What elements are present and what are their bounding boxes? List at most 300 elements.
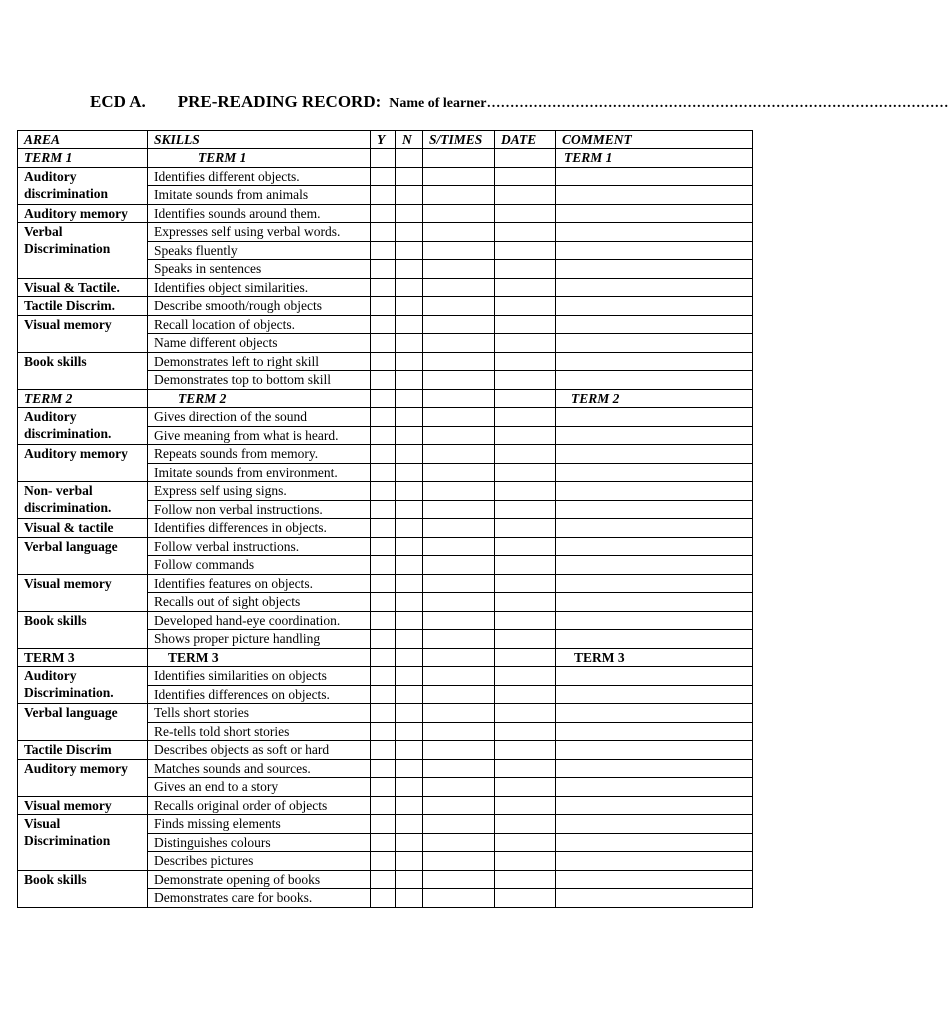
- area-cell: Verbal Discrimination: [18, 223, 148, 279]
- table-row: [18, 167, 753, 186]
- sometimes-cell[interactable]: [423, 186, 495, 205]
- date-cell[interactable]: [495, 408, 556, 427]
- yes-cell[interactable]: [371, 500, 396, 519]
- yes-cell[interactable]: [371, 278, 396, 297]
- date-cell[interactable]: [495, 519, 556, 538]
- no-cell[interactable]: [396, 204, 423, 223]
- skill-cell: Re-tells told short stories: [148, 722, 371, 741]
- comment-cell[interactable]: [556, 778, 753, 797]
- date-cell[interactable]: [495, 426, 556, 445]
- date-cell[interactable]: [495, 796, 556, 815]
- comment-cell[interactable]: [556, 519, 753, 538]
- no-cell[interactable]: [396, 667, 423, 686]
- sometimes-cell[interactable]: [423, 685, 495, 704]
- skill-cell: Shows proper picture handling: [148, 630, 371, 649]
- no-cell[interactable]: [396, 260, 423, 279]
- sometimes-cell[interactable]: [423, 500, 495, 519]
- comment-cell[interactable]: [556, 482, 753, 501]
- date-cell[interactable]: [495, 186, 556, 205]
- area-cell: Verbal language: [18, 537, 148, 574]
- date-cell[interactable]: [495, 778, 556, 797]
- learner-name-field[interactable]: Name of learner………………………………………………………………………………………: [389, 96, 948, 111]
- area-cell: Auditory discrimination.: [18, 408, 148, 445]
- sometimes-cell[interactable]: [423, 778, 495, 797]
- date-cell[interactable]: [495, 241, 556, 260]
- skill-cell: Speaks in sentences: [148, 260, 371, 279]
- date-cell[interactable]: [495, 352, 556, 371]
- yes-cell[interactable]: [371, 870, 396, 889]
- sometimes-cell[interactable]: [423, 833, 495, 852]
- skill-cell: Identifies differences in objects.: [148, 519, 371, 538]
- yes-cell[interactable]: [371, 796, 396, 815]
- sometimes-cell[interactable]: [423, 759, 495, 778]
- yes-cell[interactable]: [371, 149, 396, 168]
- date-cell[interactable]: [495, 371, 556, 390]
- no-cell[interactable]: [396, 167, 423, 186]
- table-row: [18, 741, 753, 760]
- yes-cell[interactable]: [371, 297, 396, 316]
- comment-cell[interactable]: [556, 741, 753, 760]
- yes-cell[interactable]: [371, 241, 396, 260]
- date-cell[interactable]: [495, 537, 556, 556]
- yes-cell[interactable]: [371, 889, 396, 908]
- no-cell[interactable]: [396, 352, 423, 371]
- no-cell[interactable]: [396, 722, 423, 741]
- term-skill-label: TERM 3: [148, 648, 371, 667]
- sometimes-cell[interactable]: [423, 445, 495, 464]
- header-area: AREA: [18, 131, 148, 149]
- no-cell[interactable]: [396, 334, 423, 353]
- comment-cell[interactable]: [556, 297, 753, 316]
- comment-cell[interactable]: [556, 796, 753, 815]
- skill-cell: Demonstrate opening of books: [148, 870, 371, 889]
- comment-cell[interactable]: [556, 315, 753, 334]
- term-skill-label: TERM 2: [148, 389, 371, 408]
- comment-cell[interactable]: [556, 722, 753, 741]
- sometimes-cell[interactable]: [423, 815, 495, 834]
- area-cell: Visual & tactile: [18, 519, 148, 538]
- comment-cell[interactable]: [556, 223, 753, 242]
- skill-cell: Recall location of objects.: [148, 315, 371, 334]
- date-cell[interactable]: [495, 260, 556, 279]
- comment-cell[interactable]: [556, 759, 753, 778]
- comment-cell[interactable]: [556, 574, 753, 593]
- area-cell: Auditory memory: [18, 759, 148, 796]
- no-cell[interactable]: [396, 815, 423, 834]
- comment-cell[interactable]: [556, 685, 753, 704]
- no-cell[interactable]: [396, 500, 423, 519]
- skill-cell: Express self using signs.: [148, 482, 371, 501]
- sometimes-cell[interactable]: [423, 556, 495, 575]
- comment-cell[interactable]: [556, 408, 753, 427]
- date-cell[interactable]: [495, 167, 556, 186]
- date-cell[interactable]: [495, 149, 556, 168]
- yes-cell[interactable]: [371, 334, 396, 353]
- date-cell[interactable]: [495, 223, 556, 242]
- skill-cell: Matches sounds and sources.: [148, 759, 371, 778]
- no-cell[interactable]: [396, 149, 423, 168]
- date-cell[interactable]: [495, 852, 556, 871]
- yes-cell[interactable]: [371, 352, 396, 371]
- no-cell[interactable]: [396, 759, 423, 778]
- comment-cell[interactable]: [556, 704, 753, 723]
- yes-cell[interactable]: [371, 741, 396, 760]
- sometimes-cell[interactable]: [423, 260, 495, 279]
- comment-cell[interactable]: [556, 889, 753, 908]
- skill-cell: Distinguishes colours: [148, 833, 371, 852]
- no-cell[interactable]: [396, 611, 423, 630]
- comment-cell[interactable]: [556, 500, 753, 519]
- sometimes-cell[interactable]: [423, 667, 495, 686]
- term-area-label: TERM 2: [18, 389, 148, 408]
- date-cell[interactable]: [495, 648, 556, 667]
- no-cell[interactable]: [396, 685, 423, 704]
- yes-cell[interactable]: [371, 704, 396, 723]
- sometimes-cell[interactable]: [423, 482, 495, 501]
- yes-cell[interactable]: [371, 315, 396, 334]
- area-cell: Tactile Discrim: [18, 741, 148, 760]
- yes-cell[interactable]: [371, 463, 396, 482]
- date-cell[interactable]: [495, 278, 556, 297]
- no-cell[interactable]: [396, 426, 423, 445]
- comment-cell[interactable]: [556, 630, 753, 649]
- date-cell[interactable]: [495, 815, 556, 834]
- term-skill-label: TERM 1: [148, 149, 371, 168]
- area-cell: Auditory Discrimination.: [18, 667, 148, 704]
- sometimes-cell[interactable]: [423, 241, 495, 260]
- yes-cell[interactable]: [371, 574, 396, 593]
- comment-cell[interactable]: [556, 241, 753, 260]
- comment-cell[interactable]: [556, 870, 753, 889]
- date-cell[interactable]: [495, 833, 556, 852]
- skill-cell: Follow commands: [148, 556, 371, 575]
- sometimes-cell[interactable]: [423, 408, 495, 427]
- no-cell[interactable]: [396, 463, 423, 482]
- no-cell[interactable]: [396, 445, 423, 464]
- sometimes-cell[interactable]: [423, 463, 495, 482]
- no-cell[interactable]: [396, 778, 423, 797]
- date-cell[interactable]: [495, 574, 556, 593]
- yes-cell[interactable]: [371, 833, 396, 852]
- date-cell[interactable]: [495, 593, 556, 612]
- skill-cell: Identifies object similarities.: [148, 278, 371, 297]
- skill-cell: Demonstrates top to bottom skill: [148, 371, 371, 390]
- comment-cell[interactable]: [556, 593, 753, 612]
- yes-cell[interactable]: [371, 685, 396, 704]
- table-row: [18, 445, 753, 464]
- skill-cell: Give meaning from what is heard.: [148, 426, 371, 445]
- area-cell: Visual memory: [18, 315, 148, 352]
- area-cell: Visual memory: [18, 796, 148, 815]
- table-row: [18, 667, 753, 686]
- table-row: [18, 870, 753, 889]
- no-cell[interactable]: [396, 278, 423, 297]
- skill-cell: Demonstrates care for books.: [148, 889, 371, 908]
- sometimes-cell[interactable]: [423, 852, 495, 871]
- sometimes-cell[interactable]: [423, 722, 495, 741]
- no-cell[interactable]: [396, 574, 423, 593]
- skill-cell: Speaks fluently: [148, 241, 371, 260]
- yes-cell[interactable]: [371, 648, 396, 667]
- date-cell[interactable]: [495, 297, 556, 316]
- date-cell[interactable]: [495, 722, 556, 741]
- area-cell: Visual memory: [18, 574, 148, 611]
- yes-cell[interactable]: [371, 519, 396, 538]
- comment-cell[interactable]: [556, 537, 753, 556]
- comment-cell[interactable]: [556, 445, 753, 464]
- date-cell[interactable]: [495, 463, 556, 482]
- date-cell[interactable]: [495, 685, 556, 704]
- skill-cell: Tells short stories: [148, 704, 371, 723]
- table-row: [18, 297, 753, 316]
- yes-cell[interactable]: [371, 482, 396, 501]
- no-cell[interactable]: [396, 796, 423, 815]
- title-main: PRE-READING RECORD:: [177, 92, 382, 111]
- date-cell[interactable]: [495, 667, 556, 686]
- skill-cell: Describes pictures: [148, 852, 371, 871]
- table-row: [18, 815, 753, 834]
- skill-cell: Expresses self using verbal words.: [148, 223, 371, 242]
- yes-cell[interactable]: [371, 260, 396, 279]
- sometimes-cell[interactable]: [423, 389, 495, 408]
- skill-cell: Identifies features on objects.: [148, 574, 371, 593]
- skill-cell: Demonstrates left to right skill: [148, 352, 371, 371]
- yes-cell[interactable]: [371, 593, 396, 612]
- sometimes-cell[interactable]: [423, 889, 495, 908]
- sometimes-cell[interactable]: [423, 315, 495, 334]
- no-cell[interactable]: [396, 223, 423, 242]
- date-cell[interactable]: [495, 741, 556, 760]
- sometimes-cell[interactable]: [423, 167, 495, 186]
- skill-cell: Identifies similarities on objects: [148, 667, 371, 686]
- table-row: [18, 408, 753, 427]
- yes-cell[interactable]: [371, 759, 396, 778]
- table-row: [18, 759, 753, 778]
- sometimes-cell[interactable]: [423, 593, 495, 612]
- no-cell[interactable]: [396, 556, 423, 575]
- skill-cell: Gives an end to a story: [148, 778, 371, 797]
- area-cell: Verbal language: [18, 704, 148, 741]
- yes-cell[interactable]: [371, 537, 396, 556]
- sometimes-cell[interactable]: [423, 611, 495, 630]
- date-cell[interactable]: [495, 556, 556, 575]
- yes-cell[interactable]: [371, 852, 396, 871]
- skill-cell: Recalls original order of objects: [148, 796, 371, 815]
- area-cell: Auditory memory: [18, 204, 148, 223]
- sometimes-cell[interactable]: [423, 149, 495, 168]
- date-cell[interactable]: [495, 870, 556, 889]
- table-row: [18, 204, 753, 223]
- no-cell[interactable]: [396, 870, 423, 889]
- date-cell[interactable]: [495, 315, 556, 334]
- sometimes-cell[interactable]: [423, 297, 495, 316]
- table-row: [18, 611, 753, 630]
- yes-cell[interactable]: [371, 815, 396, 834]
- comment-cell[interactable]: [556, 352, 753, 371]
- area-cell: Non- verbal discrimination.: [18, 482, 148, 519]
- comment-cell[interactable]: [556, 186, 753, 205]
- no-cell[interactable]: [396, 630, 423, 649]
- yes-cell[interactable]: [371, 186, 396, 205]
- yes-cell[interactable]: [371, 630, 396, 649]
- comment-cell[interactable]: [556, 852, 753, 871]
- comment-cell[interactable]: [556, 463, 753, 482]
- date-cell[interactable]: [495, 889, 556, 908]
- date-cell[interactable]: [495, 611, 556, 630]
- skill-cell: Identifies differences on objects.: [148, 685, 371, 704]
- sometimes-cell[interactable]: [423, 741, 495, 760]
- sometimes-cell[interactable]: [423, 204, 495, 223]
- table-row: [18, 482, 753, 501]
- comment-cell[interactable]: [556, 260, 753, 279]
- date-cell[interactable]: [495, 445, 556, 464]
- header-sometimes: S/TIMES: [423, 131, 495, 149]
- table-row: [18, 352, 753, 371]
- pre-reading-record-table: [17, 130, 753, 908]
- date-cell[interactable]: [495, 630, 556, 649]
- yes-cell[interactable]: [371, 204, 396, 223]
- sometimes-cell[interactable]: [423, 648, 495, 667]
- no-cell[interactable]: [396, 389, 423, 408]
- date-cell[interactable]: [495, 704, 556, 723]
- yes-cell[interactable]: [371, 556, 396, 575]
- yes-cell[interactable]: [371, 223, 396, 242]
- skill-cell: Imitate sounds from environment.: [148, 463, 371, 482]
- no-cell[interactable]: [396, 704, 423, 723]
- term-comment-label: TERM 2: [556, 389, 753, 408]
- no-cell[interactable]: [396, 648, 423, 667]
- sometimes-cell[interactable]: [423, 796, 495, 815]
- sometimes-cell[interactable]: [423, 352, 495, 371]
- no-cell[interactable]: [396, 186, 423, 205]
- no-cell[interactable]: [396, 482, 423, 501]
- date-cell[interactable]: [495, 334, 556, 353]
- comment-cell[interactable]: [556, 667, 753, 686]
- table-row: [18, 537, 753, 556]
- table-row: [18, 796, 753, 815]
- comment-cell[interactable]: [556, 334, 753, 353]
- table-row: [18, 519, 753, 538]
- yes-cell[interactable]: [371, 167, 396, 186]
- skill-cell: Developed hand-eye coordination.: [148, 611, 371, 630]
- sometimes-cell[interactable]: [423, 704, 495, 723]
- no-cell[interactable]: [396, 593, 423, 612]
- sometimes-cell[interactable]: [423, 278, 495, 297]
- sometimes-cell[interactable]: [423, 519, 495, 538]
- sometimes-cell[interactable]: [423, 574, 495, 593]
- comment-cell[interactable]: [556, 426, 753, 445]
- no-cell[interactable]: [396, 408, 423, 427]
- term-comment-label: TERM 3: [556, 648, 753, 667]
- area-cell: Visual Discrimination: [18, 815, 148, 871]
- term-area-label: TERM 3: [18, 648, 148, 667]
- yes-cell[interactable]: [371, 611, 396, 630]
- no-cell[interactable]: [396, 741, 423, 760]
- header-skills: SKILLS: [148, 131, 371, 149]
- skill-cell: Imitate sounds from animals: [148, 186, 371, 205]
- no-cell[interactable]: [396, 315, 423, 334]
- header-no: N: [396, 131, 423, 149]
- skill-cell: Gives direction of the sound: [148, 408, 371, 427]
- date-cell[interactable]: [495, 759, 556, 778]
- sometimes-cell[interactable]: [423, 426, 495, 445]
- table-header-row: [18, 131, 753, 149]
- comment-cell[interactable]: [556, 371, 753, 390]
- area-cell: Tactile Discrim.: [18, 297, 148, 316]
- skill-cell: Identifies different objects.: [148, 167, 371, 186]
- area-cell: Book skills: [18, 352, 148, 389]
- yes-cell[interactable]: [371, 426, 396, 445]
- sometimes-cell[interactable]: [423, 870, 495, 889]
- sometimes-cell[interactable]: [423, 371, 495, 390]
- skill-cell: Name different objects: [148, 334, 371, 353]
- date-cell[interactable]: [495, 482, 556, 501]
- yes-cell[interactable]: [371, 445, 396, 464]
- header-comment: COMMENT: [556, 131, 753, 149]
- date-cell[interactable]: [495, 389, 556, 408]
- area-cell: Auditory memory: [18, 445, 148, 482]
- header-yes: Y: [371, 131, 396, 149]
- no-cell[interactable]: [396, 519, 423, 538]
- yes-cell[interactable]: [371, 722, 396, 741]
- comment-cell[interactable]: [556, 167, 753, 186]
- yes-cell[interactable]: [371, 389, 396, 408]
- table-row: [18, 315, 753, 334]
- header-date: DATE: [495, 131, 556, 149]
- comment-cell[interactable]: [556, 278, 753, 297]
- no-cell[interactable]: [396, 241, 423, 260]
- comment-cell[interactable]: [556, 204, 753, 223]
- comment-cell[interactable]: [556, 611, 753, 630]
- skill-cell: Follow non verbal instructions.: [148, 500, 371, 519]
- skill-cell: Describe smooth/rough objects: [148, 297, 371, 316]
- yes-cell[interactable]: [371, 778, 396, 797]
- no-cell[interactable]: [396, 297, 423, 316]
- table-row: [18, 704, 753, 723]
- term-row: [18, 149, 753, 168]
- area-cell: Visual & Tactile.: [18, 278, 148, 297]
- skill-cell: Follow verbal instructions.: [148, 537, 371, 556]
- sometimes-cell[interactable]: [423, 223, 495, 242]
- table-row: [18, 574, 753, 593]
- yes-cell[interactable]: [371, 667, 396, 686]
- term-area-label: TERM 1: [18, 149, 148, 168]
- no-cell[interactable]: [396, 852, 423, 871]
- table-row: [18, 223, 753, 242]
- no-cell[interactable]: [396, 833, 423, 852]
- yes-cell[interactable]: [371, 408, 396, 427]
- skill-cell: Identifies sounds around them.: [148, 204, 371, 223]
- sometimes-cell[interactable]: [423, 537, 495, 556]
- no-cell[interactable]: [396, 537, 423, 556]
- area-cell: Auditory discrimination: [18, 167, 148, 204]
- sometimes-cell[interactable]: [423, 334, 495, 353]
- comment-cell[interactable]: [556, 556, 753, 575]
- no-cell[interactable]: [396, 889, 423, 908]
- skill-cell: Repeats sounds from memory.: [148, 445, 371, 464]
- comment-cell[interactable]: [556, 815, 753, 834]
- date-cell[interactable]: [495, 500, 556, 519]
- date-cell[interactable]: [495, 204, 556, 223]
- yes-cell[interactable]: [371, 371, 396, 390]
- skill-cell: Finds missing elements: [148, 815, 371, 834]
- comment-cell[interactable]: [556, 833, 753, 852]
- skill-cell: Describes objects as soft or hard: [148, 741, 371, 760]
- sometimes-cell[interactable]: [423, 630, 495, 649]
- table-row: [18, 278, 753, 297]
- no-cell[interactable]: [396, 371, 423, 390]
- term-comment-label: TERM 1: [556, 149, 753, 168]
